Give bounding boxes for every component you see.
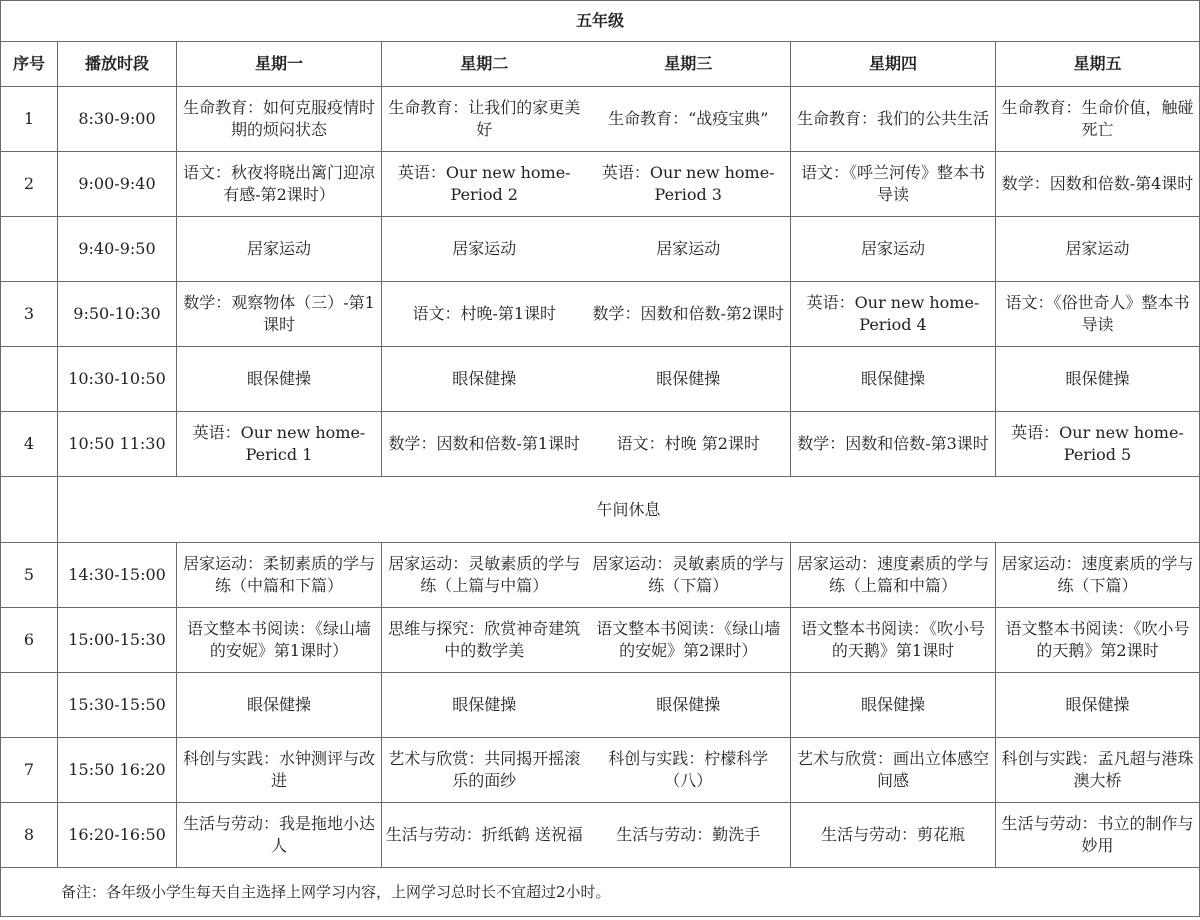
cell-friday: 语文：《俗世奇人》整本书导读 (996, 282, 1200, 347)
cell-thursday: 居家运动：速度素质的学与练（上篇和中篇） (791, 543, 996, 608)
lesson-row (1, 738, 1200, 803)
cell-monday: 居家运动 (177, 217, 382, 282)
row-time: 9:00-9:40 (58, 152, 177, 217)
cell-monday: 眼保健操 (177, 673, 382, 738)
row-time: 9:50-10:30 (58, 282, 177, 347)
header-seq: 序号 (1, 42, 58, 87)
row-time: 14:30-15:00 (58, 543, 177, 608)
row-time: 8:30-9:00 (58, 87, 177, 152)
cell-thursday: 语文：《呼兰河传》整本书导读 (791, 152, 996, 217)
header-thursday: 星期四 (791, 42, 996, 87)
activity-row (1, 347, 1200, 412)
lesson-row (1, 152, 1200, 217)
row-seq (1, 673, 58, 738)
cell-monday: 英语：Our new home-Pericd 1 (177, 412, 382, 477)
cell-wednesday: 生命教育：“战疫宝典” (587, 87, 791, 152)
row-time: 10:30-10:50 (58, 347, 177, 412)
cell-monday: 生活与劳动：我是拖地小达人 (177, 803, 382, 868)
cell-thursday: 生命教育：我们的公共生活 (791, 87, 996, 152)
row-time: 15:30-15:50 (58, 673, 177, 738)
cell-wednesday: 眼保健操 (587, 347, 791, 412)
cell-thursday: 艺术与欣赏：画出立体感空间感 (791, 738, 996, 803)
header-wednesday: 星期三 (587, 42, 791, 87)
row-time: 15:50 16:20 (58, 738, 177, 803)
cell-wednesday: 英语：Our new home-Period 3 (587, 152, 791, 217)
row-time: 15:00-15:30 (58, 608, 177, 673)
cell-friday: 语文整本书阅读：《吹小号的天鹅》第2课时 (996, 608, 1200, 673)
row-time: 16:20-16:50 (58, 803, 177, 868)
lesson-row (1, 87, 1200, 152)
cell-monday: 语文：秋夜将晓出篱门迎凉有感-第2课时） (177, 152, 382, 217)
lunch-break-label: 午间休息 (58, 477, 1200, 543)
cell-wednesday: 生活与劳动：勤洗手 (587, 803, 791, 868)
cell-wednesday: 语文：村晚 第2课时 (587, 412, 791, 477)
cell-tuesday: 生命教育：让我们的家更美好 (382, 87, 587, 152)
cell-wednesday: 眼保健操 (587, 673, 791, 738)
header-monday: 星期一 (177, 42, 382, 87)
cell-friday: 生命教育：生命价值，触碰死亡 (996, 87, 1200, 152)
cell-tuesday: 数学：因数和倍数-第1课时 (382, 412, 587, 477)
cell-monday: 生命教育：如何克服疫情时期的烦闷状态 (177, 87, 382, 152)
lesson-row (1, 282, 1200, 347)
row-seq: 4 (1, 412, 58, 477)
lunch-break-row (1, 477, 1200, 543)
header-tuesday: 星期二 (382, 42, 587, 87)
cell-wednesday: 语文整本书阅读：《绿山墙的安妮》第2课时） (587, 608, 791, 673)
lesson-row (1, 608, 1200, 673)
schedule-body (1, 1, 1200, 917)
cell-tuesday: 居家运动：灵敏素质的学与练（上篇与中篇） (382, 543, 587, 608)
lesson-row (1, 412, 1200, 477)
row-seq: 8 (1, 803, 58, 868)
cell-tuesday: 居家运动 (382, 217, 587, 282)
row-seq: 6 (1, 608, 58, 673)
cell-friday: 居家运动：速度素质的学与练（下篇） (996, 543, 1200, 608)
cell-tuesday: 思维与探究：欣赏神奇建筑中的数学美 (382, 608, 587, 673)
cell-monday: 科创与实践：水钟测评与改进 (177, 738, 382, 803)
cell-monday: 居家运动：柔韧素质的学与练（中篇和下篇） (177, 543, 382, 608)
cell-tuesday: 眼保健操 (382, 347, 587, 412)
cell-wednesday: 居家运动：灵敏素质的学与练（下篇） (587, 543, 791, 608)
cell-friday: 生活与劳动：书立的制作与妙用 (996, 803, 1200, 868)
cell-tuesday: 艺术与欣赏：共同揭开摇滚乐的面纱 (382, 738, 587, 803)
lunch-seq-cell (1, 477, 58, 543)
cell-tuesday: 眼保健操 (382, 673, 587, 738)
row-seq: 2 (1, 152, 58, 217)
cell-thursday: 生活与劳动：剪花瓶 (791, 803, 996, 868)
cell-tuesday: 语文：村晚-第1课时 (382, 282, 587, 347)
title-row (1, 1, 1200, 42)
header-row (1, 42, 1200, 87)
footnote: 备注：各年级小学生每天自主选择上网学习内容，上网学习总时长不宜超过2小时。 (1, 868, 1200, 917)
cell-friday: 科创与实践：孟凡超与港珠澳大桥 (996, 738, 1200, 803)
cell-wednesday: 科创与实践：柠檬科学（八） (587, 738, 791, 803)
cell-monday: 语文整本书阅读：《绿山墙的安妮》第1课时） (177, 608, 382, 673)
cell-friday: 数学：因数和倍数-第4课时 (996, 152, 1200, 217)
row-time: 9:40-9:50 (58, 217, 177, 282)
row-seq (1, 347, 58, 412)
cell-thursday: 语文整本书阅读：《吹小号的天鹅》第1课时 (791, 608, 996, 673)
activity-row (1, 673, 1200, 738)
cell-friday: 居家运动 (996, 217, 1200, 282)
row-seq: 5 (1, 543, 58, 608)
cell-thursday: 眼保健操 (791, 673, 996, 738)
cell-thursday: 英语：Our new home-Period 4 (791, 282, 996, 347)
row-seq: 7 (1, 738, 58, 803)
cell-thursday: 居家运动 (791, 217, 996, 282)
note-row (1, 868, 1200, 917)
lesson-row (1, 543, 1200, 608)
cell-tuesday: 生活与劳动：折纸鹤 送祝福 (382, 803, 587, 868)
cell-friday: 英语：Our new home-Period 5 (996, 412, 1200, 477)
row-seq: 3 (1, 282, 58, 347)
cell-thursday: 数学：因数和倍数-第3课时 (791, 412, 996, 477)
cell-friday: 眼保健操 (996, 673, 1200, 738)
cell-monday: 眼保健操 (177, 347, 382, 412)
activity-row (1, 217, 1200, 282)
grade-title: 五年级 (1, 1, 1200, 42)
cell-wednesday: 数学：因数和倍数-第2课时 (587, 282, 791, 347)
cell-wednesday: 居家运动 (587, 217, 791, 282)
cell-monday: 数学：观察物体（三）-第1课时 (177, 282, 382, 347)
row-seq (1, 217, 58, 282)
row-time: 10:50 11:30 (58, 412, 177, 477)
lesson-row (1, 803, 1200, 868)
header-friday: 星期五 (996, 42, 1200, 87)
cell-friday: 眼保健操 (996, 347, 1200, 412)
cell-tuesday: 英语：Our new home-Period 2 (382, 152, 587, 217)
cell-thursday: 眼保健操 (791, 347, 996, 412)
row-seq: 1 (1, 87, 58, 152)
header-time: 播放时段 (58, 42, 177, 87)
